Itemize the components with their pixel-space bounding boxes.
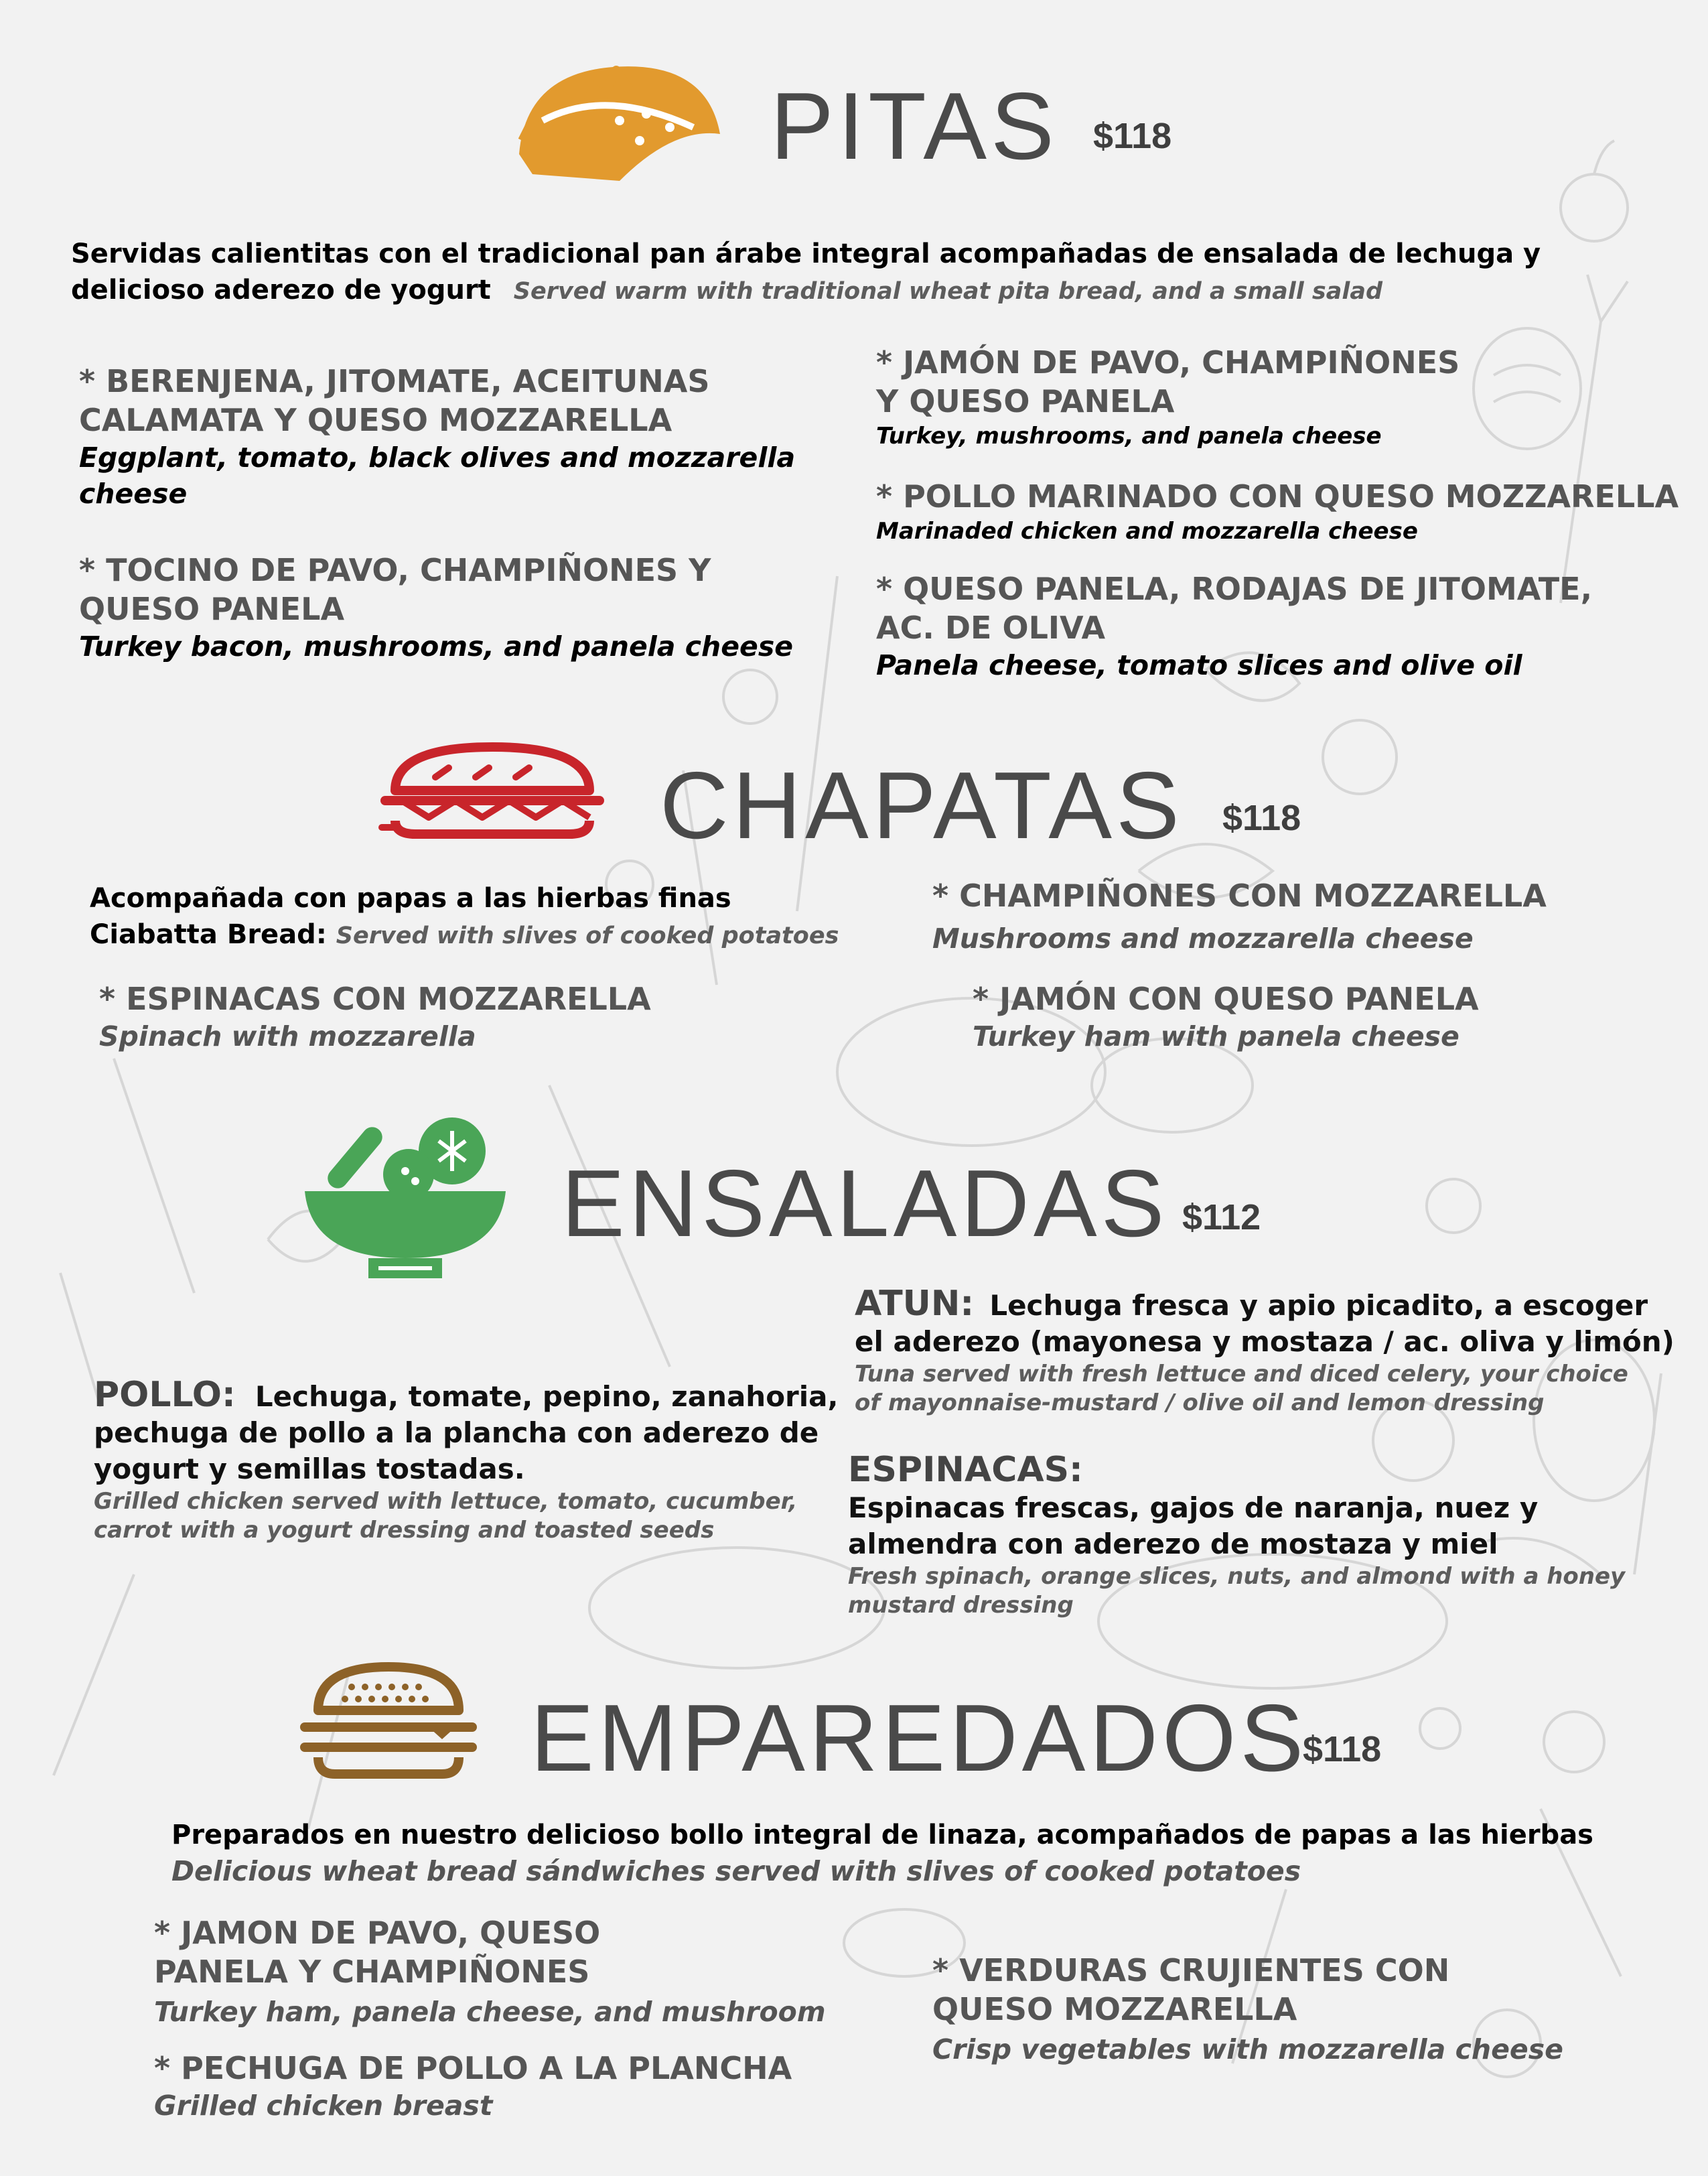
burger-icon (295, 1660, 482, 1783)
pitas-intro-es-2: delicioso aderezo de yogurt (71, 275, 491, 305)
sub-sandwich-icon (375, 737, 610, 847)
ensalada-pollo-label: POLLO: (94, 1375, 236, 1415)
item-description: Grilled chicken breast (154, 2090, 493, 2122)
pitas-intro-en: Served warm with traditional wheat pita bread, and a small salad (513, 278, 1383, 305)
item-name-line: QUESO PANELA (79, 591, 345, 627)
item-name-line: AC. DE OLIVA (876, 610, 1106, 646)
ensalada-atun-es: el aderezo (mayonesa y mostaza / ac. oliva y limón) (855, 1325, 1675, 1358)
ensalada-atun-en: of mayonnaise-mustard / olive oil and lemon dressing (855, 1389, 1545, 1416)
item-description: Turkey ham with panela cheese (973, 1020, 1460, 1052)
item-description: Turkey, mushrooms, and panela cheese (876, 423, 1382, 450)
item-name-line: * VERDURAS CRUJIENTES CON (932, 1952, 1450, 1988)
price-emparedados: $118 (1303, 1729, 1382, 1769)
item-description: Turkey ham, panela cheese, and mushroom (154, 1996, 826, 2028)
pitas-item-4 (876, 477, 1679, 547)
section-title-pitas: PITAS (770, 73, 1058, 180)
item-name-line: PANELA Y CHAMPIÑONES (154, 1954, 590, 1990)
ensalada-atun-label: ATUN: (855, 1284, 975, 1324)
item-description: Eggplant, tomato, black olives and mozzarella (79, 441, 796, 474)
taco-icon (506, 47, 733, 197)
chapatas-intro-es: Acompañada con papas a las hierbas finas (90, 883, 731, 914)
emparedados-item-3 (932, 1951, 1563, 2067)
item-name-line: * BERENJENA, JITOMATE, ACEITUNAS (79, 363, 710, 399)
pitas-item-1 (79, 362, 795, 512)
item-name-line: * QUESO PANELA, RODAJAS DE JITOMATE, (876, 571, 1593, 607)
item-name-line: * ESPINACAS CON MOZZARELLA (99, 981, 651, 1017)
item-name-line: * TOCINO DE PAVO, CHAMPIÑONES Y (79, 552, 711, 588)
ensalada-pollo-en: Grilled chicken served with lettuce, tomato, cucumber, (94, 1488, 798, 1515)
item-description: Mushrooms and mozzarella cheese (932, 923, 1474, 955)
ensalada-atun-en: Tuna served with fresh lettuce and diced celery, your choice (855, 1361, 1628, 1387)
emparedados-item-2 (154, 2049, 792, 2124)
item-description: Crisp vegetables with mozzarella cheese (932, 2033, 1563, 2065)
chapatas-intro-label: Ciabatta Bread: (90, 919, 327, 950)
ensalada-espinacas-en: Fresh spinach, orange slices, nuts, and almond with a honey (848, 1563, 1626, 1590)
ensalada-espinacas-label: ESPINACAS: (848, 1450, 1083, 1490)
item-description: Marinaded chicken and mozzarella cheese (876, 518, 1418, 545)
item-description: Turkey bacon, mushrooms, and panela cheese (79, 630, 794, 663)
emparedados-intro-en: Delicious wheat bread sándwiches served with slives of cooked potatoes (171, 1855, 1301, 1887)
pitas-intro-es-1: Servidas calientitas con el tradicional pan árabe integral acompañadas de ensalada de lechuga y (71, 239, 1541, 269)
ensalada-espinacas-es: almendra con aderezo de mostaza y miel (848, 1527, 1498, 1560)
item-description: Spinach with mozzarella (99, 1020, 476, 1052)
chapatas-intro-en: Served with slives of cooked potatoes (336, 923, 839, 949)
pitas-intro (71, 236, 1612, 310)
pitas-item-2 (79, 551, 793, 665)
price-ensaladas: $112 (1182, 1197, 1261, 1237)
pitas-item-5 (876, 569, 1592, 683)
ensalada-pollo-en: carrot with a yogurt dressing and toasted seeds (94, 1517, 715, 1544)
item-name-line: * POLLO MARINADO CON QUESO MOZZARELLA (876, 478, 1679, 515)
item-name-line: CALAMATA Y QUESO MOZZARELLA (79, 402, 672, 438)
item-name-line: Y QUESO PANELA (876, 383, 1175, 419)
price-pitas: $118 (1093, 116, 1172, 156)
item-description: Panela cheese, tomato slices and olive oil (876, 649, 1522, 681)
ensalada-pollo-es: pechuga de pollo a la plancha con aderezo de (94, 1416, 819, 1449)
chapatas-item-1 (99, 979, 651, 1055)
chapatas-intro (90, 880, 839, 954)
ensalada-espinacas (848, 1450, 1692, 1620)
item-description: cheese (79, 478, 188, 510)
emparedados-item-1 (154, 1913, 826, 2030)
ensalada-atun (855, 1284, 1699, 1418)
ensalada-pollo (94, 1375, 839, 1545)
item-name-line: * JAMÓN DE PAVO, CHAMPIÑONES (876, 344, 1460, 381)
emparedados-intro-es: Preparados en nuestro delicioso bollo integral de linaza, acompañados de papas a las hierbas (171, 1820, 1593, 1850)
item-name-line: * JAMON DE PAVO, QUESO (154, 1915, 601, 1951)
item-name-line: * JAMÓN CON QUESO PANELA (973, 981, 1479, 1017)
ensalada-pollo-es: yogurt y semillas tostadas. (94, 1452, 525, 1485)
pitas-item-3 (876, 343, 1460, 452)
section-title-emparedados: EMPAREDADOS (530, 1685, 1308, 1791)
item-name-line: * CHAMPIÑONES CON MOZZARELLA (932, 878, 1547, 914)
chapatas-item-3 (973, 979, 1479, 1055)
chapatas-item-2 (932, 876, 1547, 957)
item-name-line: * PECHUGA DE POLLO A LA PLANCHA (154, 2050, 792, 2086)
price-chapatas: $118 (1222, 798, 1301, 838)
emparedados-intro (171, 1817, 1593, 1889)
section-title-ensaladas: ENSALADAS (561, 1150, 1169, 1257)
ensalada-espinacas-en: mustard dressing (848, 1592, 1074, 1619)
ensalada-espinacas-es: Espinacas frescas, gajos de naranja, nuez y (848, 1491, 1539, 1524)
ensalada-pollo-es: Lechuga, tomate, pepino, zanahoria, (255, 1380, 839, 1413)
salad-bowl-icon (305, 1104, 506, 1288)
item-name-line: QUESO MOZZARELLA (932, 1991, 1297, 2027)
ensalada-atun-es: Lechuga fresca y apio picadito, a escoger (989, 1289, 1648, 1322)
section-title-chapatas: CHAPATAS (660, 752, 1184, 859)
